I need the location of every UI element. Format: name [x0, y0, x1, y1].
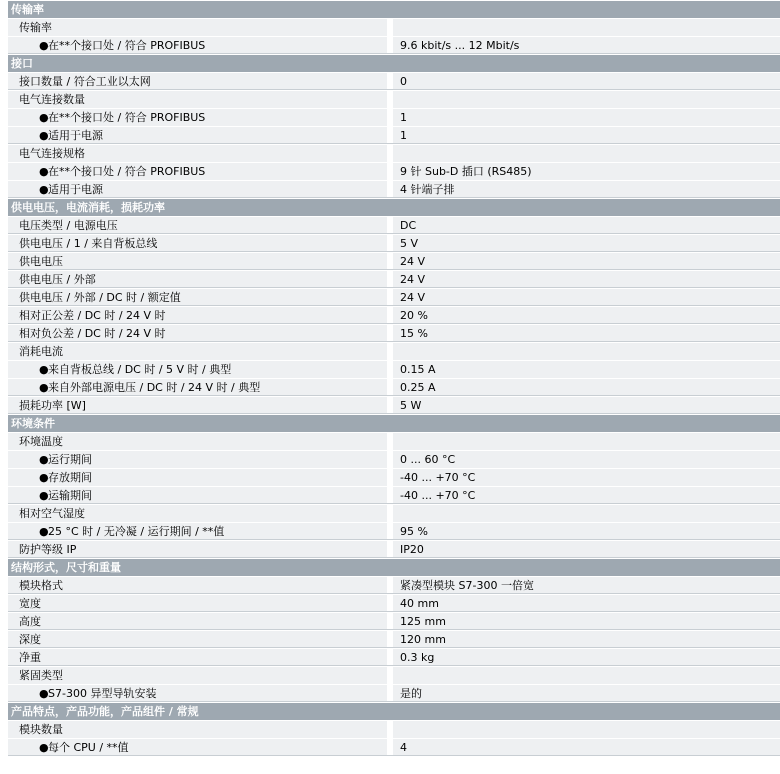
spec-label: 紧固类型 [19, 669, 63, 682]
spec-label: 适用于电源 [48, 129, 103, 142]
section-header: 产品特点，产品功能，产品组件 / 常规 [8, 702, 780, 720]
spec-label-cell [8, 721, 387, 738]
spec-value: 0.25 A [387, 379, 780, 395]
spec-label-cell [8, 343, 387, 360]
spec-value: 95 % [387, 523, 780, 539]
spec-label-cell [8, 505, 387, 522]
spec-value: 4 [387, 739, 780, 755]
spec-label: 每个 CPU / **值 [48, 741, 129, 754]
spec-label: 损耗功率 [W] [19, 399, 86, 412]
bullet-icon: ● [39, 489, 49, 502]
spec-value: 1 [387, 109, 780, 126]
spec-label: 消耗电流 [19, 345, 63, 358]
spec-value [387, 19, 780, 36]
bullet-icon: ● [39, 363, 49, 376]
spec-value: DC [387, 217, 780, 233]
spec-label-cell [8, 487, 387, 503]
spec-label: 供电电压 / 1 / 来自背板总线 [19, 237, 158, 250]
spec-row [8, 270, 780, 288]
spec-label: 相对空气湿度 [19, 507, 85, 520]
spec-label-cell [8, 217, 387, 233]
spec-label-cell [8, 253, 387, 269]
spec-label-cell [8, 667, 387, 684]
spec-value: 0.15 A [387, 361, 780, 378]
spec-label-cell [8, 307, 387, 323]
spec-row [8, 360, 780, 378]
spec-label-cell [8, 451, 387, 468]
spec-label: 宽度 [19, 597, 41, 610]
spec-label-cell [8, 163, 387, 180]
spec-row [8, 504, 780, 522]
spec-row [8, 216, 780, 234]
spec-value [387, 721, 780, 738]
spec-label-cell [8, 181, 387, 197]
spec-label: 供电电压 [19, 255, 63, 268]
spec-row [8, 396, 780, 414]
spec-label: 电气连接数量 [19, 93, 85, 106]
spec-row [8, 378, 780, 396]
spec-row [8, 180, 780, 198]
spec-row [8, 684, 780, 702]
spec-row [8, 162, 780, 180]
spec-label-cell [8, 19, 387, 36]
spec-label-cell [8, 469, 387, 486]
bullet-icon: ● [39, 165, 49, 178]
spec-label: 适用于电源 [48, 183, 103, 196]
spec-row [8, 144, 780, 162]
spec-label-cell [8, 649, 387, 665]
spec-value: 24 V [387, 253, 780, 269]
spec-row [8, 90, 780, 108]
spec-label: 存放期间 [48, 471, 92, 484]
spec-row [8, 432, 780, 450]
spec-label-cell [8, 631, 387, 647]
spec-label-cell [8, 541, 387, 557]
spec-row [8, 36, 780, 54]
spec-label: 来自外部电源电压 / DC 时 / 24 V 时 / 典型 [48, 381, 261, 394]
spec-label: 高度 [19, 615, 41, 628]
spec-label: 在**个接口处 / 符合 PROFIBUS [48, 165, 206, 178]
spec-value: 5 W [387, 397, 780, 413]
spec-value [387, 433, 780, 450]
spec-label-cell [8, 289, 387, 305]
spec-row [8, 324, 780, 342]
spec-label: 环境温度 [19, 435, 63, 448]
spec-label-cell [8, 379, 387, 395]
spec-label: 深度 [19, 633, 41, 646]
spec-label: 供电电压 / 外部 [19, 273, 96, 286]
spec-value: 9.6 kbit/s ... 12 Mbit/s [387, 37, 780, 53]
bullet-icon: ● [39, 129, 49, 142]
spec-value: -40 ... +70 °C [387, 487, 780, 503]
spec-label-cell [8, 271, 387, 287]
spec-label-cell [8, 595, 387, 611]
spec-label: 模块数量 [19, 723, 63, 736]
spec-label: 模块格式 [19, 579, 63, 592]
spec-row [8, 522, 780, 540]
bullet-icon: ● [39, 741, 49, 754]
bullet-icon: ● [39, 453, 49, 466]
spec-label-cell [8, 73, 387, 89]
spec-value: IP20 [387, 541, 780, 557]
spec-label: 供电电压 / 外部 / DC 时 / 额定值 [19, 291, 181, 304]
spec-row [8, 450, 780, 468]
spec-label: 在**个接口处 / 符合 PROFIBUS [48, 39, 206, 52]
spec-label: 来自背板总线 / DC 时 / 5 V 时 / 典型 [48, 363, 232, 376]
spec-row [8, 666, 780, 684]
spec-label-cell [8, 361, 387, 378]
spec-value: 15 % [387, 325, 780, 341]
spec-label: 运输期间 [48, 489, 92, 502]
spec-row [8, 594, 780, 612]
spec-table [8, 0, 780, 756]
spec-row [8, 630, 780, 648]
spec-row [8, 18, 780, 36]
spec-label: 相对正公差 / DC 时 / 24 V 时 [19, 309, 166, 322]
spec-label: 运行期间 [48, 453, 92, 466]
spec-label: 25 °C 时 / 无冷凝 / 运行期间 / **值 [48, 525, 225, 538]
spec-label: S7-300 异型导轨安装 [48, 687, 157, 700]
section-header: 环境条件 [8, 414, 780, 432]
spec-value: 1 [387, 127, 780, 143]
bullet-icon: ● [39, 381, 49, 394]
section-header: 结构形式，尺寸和重量 [8, 558, 780, 576]
bullet-icon: ● [39, 39, 49, 52]
spec-value: 是的 [387, 685, 780, 701]
spec-value: 40 mm [387, 595, 780, 611]
spec-label-cell [8, 397, 387, 413]
spec-row [8, 720, 780, 738]
spec-label-cell [8, 109, 387, 126]
spec-row [8, 486, 780, 504]
spec-label-cell [8, 577, 387, 593]
bullet-icon: ● [39, 111, 49, 124]
spec-label: 传输率 [19, 21, 52, 34]
spec-value: 120 mm [387, 631, 780, 647]
spec-value: -40 ... +70 °C [387, 469, 780, 486]
spec-row [8, 648, 780, 666]
spec-value: 125 mm [387, 613, 780, 629]
spec-row [8, 72, 780, 90]
spec-value [387, 91, 780, 108]
spec-value [387, 343, 780, 360]
spec-value: 紧凑型模块 S7-300 一倍宽 [387, 577, 780, 593]
spec-row [8, 738, 780, 756]
spec-label-cell [8, 127, 387, 143]
spec-label: 电压类型 / 电源电压 [19, 219, 118, 232]
spec-row [8, 540, 780, 558]
spec-row [8, 252, 780, 270]
spec-label-cell [8, 685, 387, 701]
spec-value: 0.3 kg [387, 649, 780, 665]
spec-label: 防护等级 IP [19, 543, 77, 556]
spec-row [8, 306, 780, 324]
spec-label: 净重 [19, 651, 41, 664]
spec-label-cell [8, 235, 387, 251]
spec-value: 9 针 Sub-D 插口 (RS485) [387, 163, 780, 180]
spec-row [8, 234, 780, 252]
spec-label: 电气连接规格 [19, 147, 85, 160]
spec-label-cell [8, 91, 387, 108]
bullet-icon: ● [39, 687, 49, 700]
spec-value: 0 [387, 73, 780, 89]
spec-label-cell [8, 433, 387, 450]
spec-row [8, 108, 780, 126]
spec-label-cell [8, 739, 387, 755]
section-header: 供电电压，电流消耗，损耗功率 [8, 198, 780, 216]
spec-label-cell [8, 145, 387, 162]
bullet-icon: ● [39, 183, 49, 196]
bullet-icon: ● [39, 471, 49, 484]
spec-row [8, 576, 780, 594]
spec-value: 0 ... 60 °C [387, 451, 780, 468]
spec-row [8, 468, 780, 486]
bullet-icon: ● [39, 525, 49, 538]
spec-value: 5 V [387, 235, 780, 251]
spec-label-cell [8, 523, 387, 539]
spec-value: 20 % [387, 307, 780, 323]
spec-value [387, 505, 780, 522]
spec-row [8, 612, 780, 630]
spec-value: 24 V [387, 271, 780, 287]
spec-row [8, 126, 780, 144]
section-header: 接口 [8, 54, 780, 72]
spec-label: 相对负公差 / DC 时 / 24 V 时 [19, 327, 166, 340]
spec-label-cell [8, 37, 387, 53]
spec-value: 4 针端子排 [387, 181, 780, 197]
spec-row [8, 342, 780, 360]
spec-label-cell [8, 325, 387, 341]
spec-label: 接口数量 / 符合工业以太网 [19, 75, 151, 88]
spec-value [387, 145, 780, 162]
section-header: 传输率 [8, 0, 780, 18]
spec-label-cell [8, 613, 387, 629]
spec-value: 24 V [387, 289, 780, 305]
spec-label: 在**个接口处 / 符合 PROFIBUS [48, 111, 206, 124]
spec-value [387, 667, 780, 684]
spec-row [8, 288, 780, 306]
